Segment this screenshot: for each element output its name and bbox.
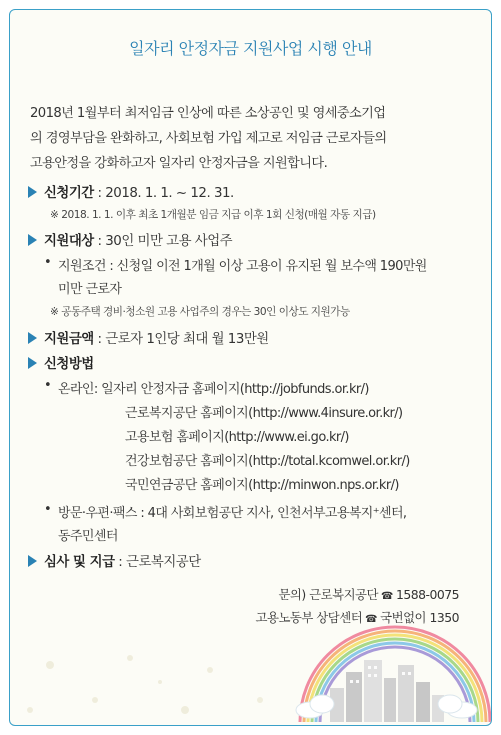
offline-text: 방문·우편·팩스 : 4대 사회보험공단 지사, 인천서부고용복지⁺센터, xyxy=(58,506,407,521)
online-text: 온라인: 일자리 안정자금 홈페이지(http://jobfunds.or.kr/) xyxy=(58,382,369,397)
notice-card xyxy=(9,9,492,726)
section-value: : 30인 미만 고용 사업주 xyxy=(93,234,233,249)
intro-line: 2018년 1월부터 최저임금 인상에 따른 소상공인 및 영세중소기업 xyxy=(30,106,386,121)
contact-number: 1588-0075 xyxy=(395,587,459,602)
rainbow-city-illustration xyxy=(10,10,492,726)
page-title: 일자리 안정자금 지원사업 시행 안내 xyxy=(129,39,372,58)
contact-label: 문의) 근로복지공단 xyxy=(278,587,378,602)
section-label: 신청기간 xyxy=(44,186,94,201)
site-item: 근로복지공단 홈페이지(http://www.4insure.or.kr/) xyxy=(125,406,403,421)
telephone-icon: ☎ xyxy=(365,614,378,625)
bullet-dot-icon: • xyxy=(44,502,52,517)
section-label: 심사 및 지급 xyxy=(44,555,115,570)
intro-line: 고용안정을 강화하고자 일자리 안정자금을 지원합니다. xyxy=(30,156,328,171)
section-label: 지원금액 xyxy=(44,332,94,347)
section-value: : 근로자 1인당 최대 월 13만원 xyxy=(93,332,269,347)
target-condition-cont: 미만 근로자 xyxy=(58,282,122,297)
section-value: : 근로복지공단 xyxy=(114,555,201,570)
section-label: 지원대상 xyxy=(44,234,94,249)
site-item: 국민연금공단 홈페이지(http://minwon.nps.or.kr/) xyxy=(125,478,399,493)
bullet-dot-icon: • xyxy=(44,255,52,270)
period-note: ※ 2018. 1. 1. 이후 최초 1개월분 임금 지급 이후 1회 신청(매월 자동 지급) xyxy=(50,209,376,221)
site-item: 건강보험공단 홈페이지(http://total.kcomwel.or.kr/) xyxy=(125,454,410,469)
site-item: 고용보험 홈페이지(http://www.ei.go.kr/) xyxy=(125,430,349,445)
bullet-dot-icon: • xyxy=(44,378,52,393)
telephone-icon: ☎ xyxy=(380,591,393,602)
contact-number: 국번없이 1350 xyxy=(380,610,459,625)
section-label: 신청방법 xyxy=(44,357,94,372)
contact-label: 고용노동부 상담센터 xyxy=(255,610,363,625)
condition-text: 지원조건 : 신청일 이전 1개월 이상 고용이 유지된 월 보수액 190만원 xyxy=(58,259,427,274)
target-note: ※ 공동주택 경비·청소원 고용 사업주의 경우는 30인 이상도 지원가능 xyxy=(50,306,350,318)
section-value: : 2018. 1. 1. ~ 12. 31. xyxy=(93,186,234,201)
intro-line: 의 경영부담을 완화하고, 사회보험 가입 제고로 저임금 근로자들의 xyxy=(30,131,387,146)
method-offline-cont: 동주민센터 xyxy=(58,529,118,544)
